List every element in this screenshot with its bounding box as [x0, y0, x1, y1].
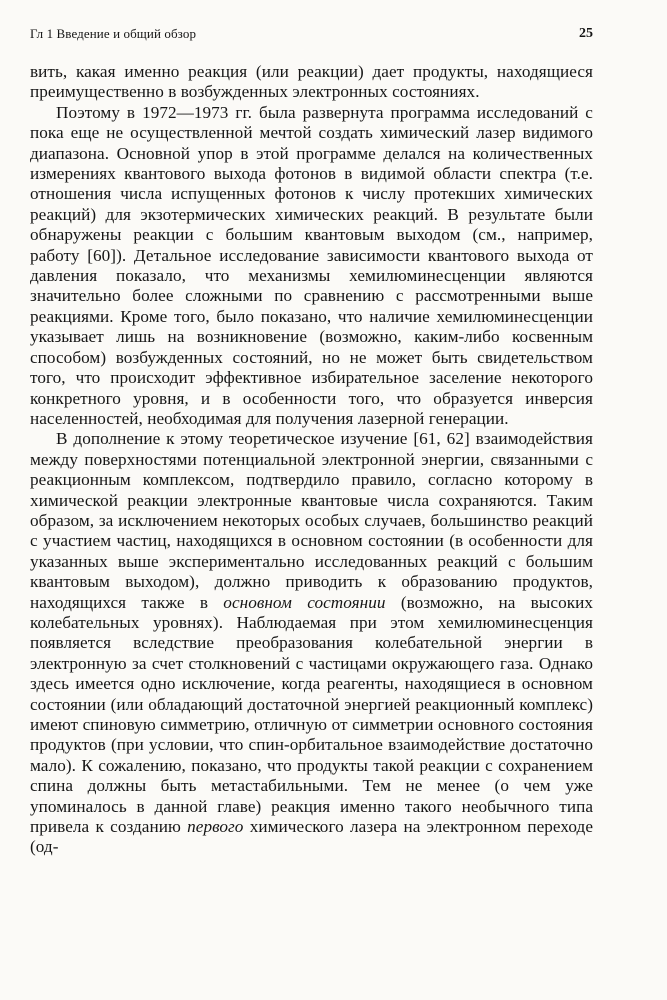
paragraph-2 — [30, 103, 593, 430]
body-text — [30, 62, 593, 858]
italic-run-first: первого — [187, 817, 244, 837]
running-header — [30, 26, 593, 46]
text-run: химического лазера на электронном переходе (од- — [30, 817, 593, 857]
paragraph-3 — [30, 429, 593, 858]
text-run: Поэтому в 1972—1973 гг. была развернута программа исследований с пока еще не осуществленной мечтой создать химический лазер видимого диапазона. Основной упор в этой программе делался на количественных измерениях квантового выхода фотонов в видимой области спектра (т.е. отношения числа испущенных фотонов к числу протекших химических реакций) для экзотермических химических реакций. В результате были обнаружены реакции с большим квантовым выходом (см., например, работу [60]). Детальное исследование зависимости квантового выхода от давления показало, что механизмы хемилюминесценции являются значительно более сложными по сравнению с рассмотренными выше реакциями. Кроме того, было показано, что наличие хемилюминесценции указывает лишь на возникновение (возможно, каким-либо косвенным способом) возбужденных состояний, но не может быть свидетельством того, что происходит эффективное избирательное заселение некоторого конкретного уровня, и в особенности того, что образуется инверсия населенностей, необходимая для получения лазерной генерации. — [30, 102, 593, 428]
page-number: 25 — [579, 26, 593, 41]
running-title: Гл 1 Введение и общий обзор — [30, 26, 197, 41]
italic-run-ground-state: основном состоянии — [223, 592, 386, 612]
text-run: В дополнение к этому теоретическое изучение [61, 62] взаимодействия между поверхностями потенциальной электронной энергии, связанными с реакционным комплексом, подтвердило правило, согласно которому в химической реакции электронные квантовые числа сохраняются. Таким образом, за исключением некоторых особых случаев, большинство реакций с участием частиц, находящихся в основном состоянии (в особенности для указанных выше экспериментально исследованных реакций с большим квантовым выходом), должно приводить к образованию продуктов, находящихся также в — [30, 429, 593, 612]
text-run: (возможно, на высоких колебательных уровнях). Наблюдаемая при этом хемилюминесценция появляется вследствие преобразования колебательной энергии в электронную за счет столкновений с частицами окружающего газа. Однако здесь имеется одно исключение, когда реагенты, находящиеся в основном состоянии (или обладающий достаточной энергией реакционный комплекс) имеют спиновую симметрию, отличную от симметрии основного состояния продуктов (при условии, что спин-орбитальное взаимодействие достаточно мало). К сожалению, показано, что продукты такой реакции с сохранением спина должны быть метастабильными. Тем не менее (о чем уже упоминалось в данной главе) реакция именно такого необычного типа привела к созданию — [30, 592, 594, 837]
text-run: вить, какая именно реакция (или реакции) дает продукты, находящиеся преимущественно в возбужденных электронных состояниях. — [30, 62, 593, 102]
paragraph-1 — [30, 62, 593, 103]
